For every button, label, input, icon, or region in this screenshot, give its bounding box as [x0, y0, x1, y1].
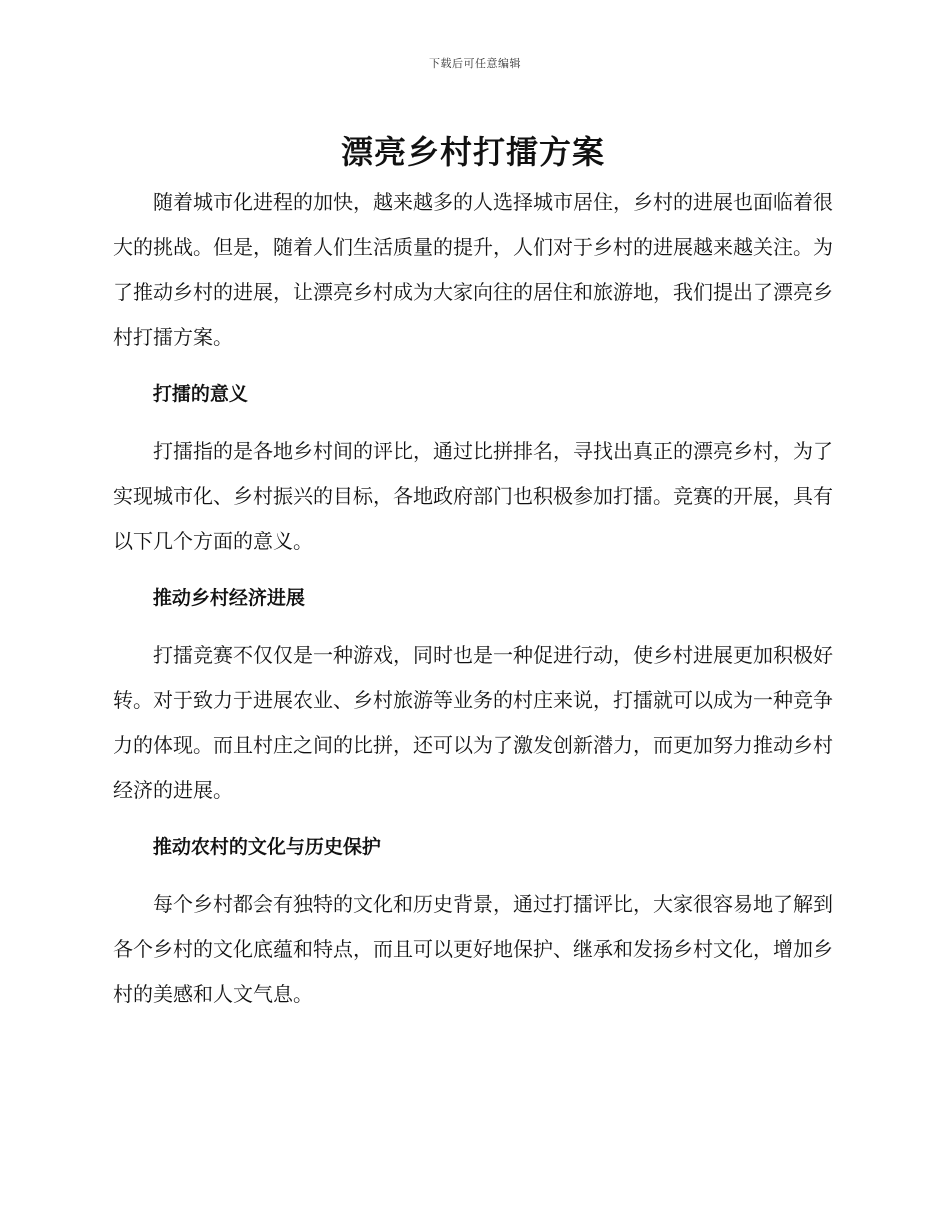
intro-paragraph: 随着城市化进程的加快，越来越多的人选择城市居住，乡村的进展也面临着很大的挑战。但是，随着人们生活质量的提升，人们对于乡村的进展越来越关注。为了推动乡村的进展，让漂亮乡村成为大家向往的居住和旅游地，我们提出了漂亮乡村打擂方案。 [113, 190, 833, 349]
document-body [113, 128, 833, 1029]
section-body-economy: 打擂竞赛不仅仅是一种游戏，同时也是一种促进行动，使乡村进展更加积极好转。对于致力于进展农业、乡村旅游等业务的村庄来说，打擂就可以成为一种竞争力的体现。而且村庄之间的比拼，还可以为了激发创新潜力，而更加努力推动乡村经济的进展。 [113, 643, 833, 802]
section-heading-culture: 推动农村的文化与历史保护 [152, 836, 381, 858]
section-heading-economy: 推动乡村经济进展 [152, 587, 305, 609]
header-note: 下载后可任意编辑 [429, 57, 521, 70]
document-title: 漂亮乡村打擂方案 [340, 133, 605, 171]
section-body-culture: 每个乡村都会有独特的文化和历史背景，通过打擂评比，大家很容易地了解到各个乡村的文化底蕴和特点，而且可以更好地保护、继承和发扬乡村文化，增加乡村的美感和人文气息。 [113, 892, 833, 1006]
section-body-significance: 打擂指的是各地乡村间的评比，通过比拼排名，寻找出真正的漂亮乡村，为了实现城市化、乡村振兴的目标，各地政府部门也积极参加打擂。竞赛的开展，具有以下几个方面的意义。 [113, 439, 833, 553]
section-heading-significance: 打擂的意义 [152, 383, 248, 405]
